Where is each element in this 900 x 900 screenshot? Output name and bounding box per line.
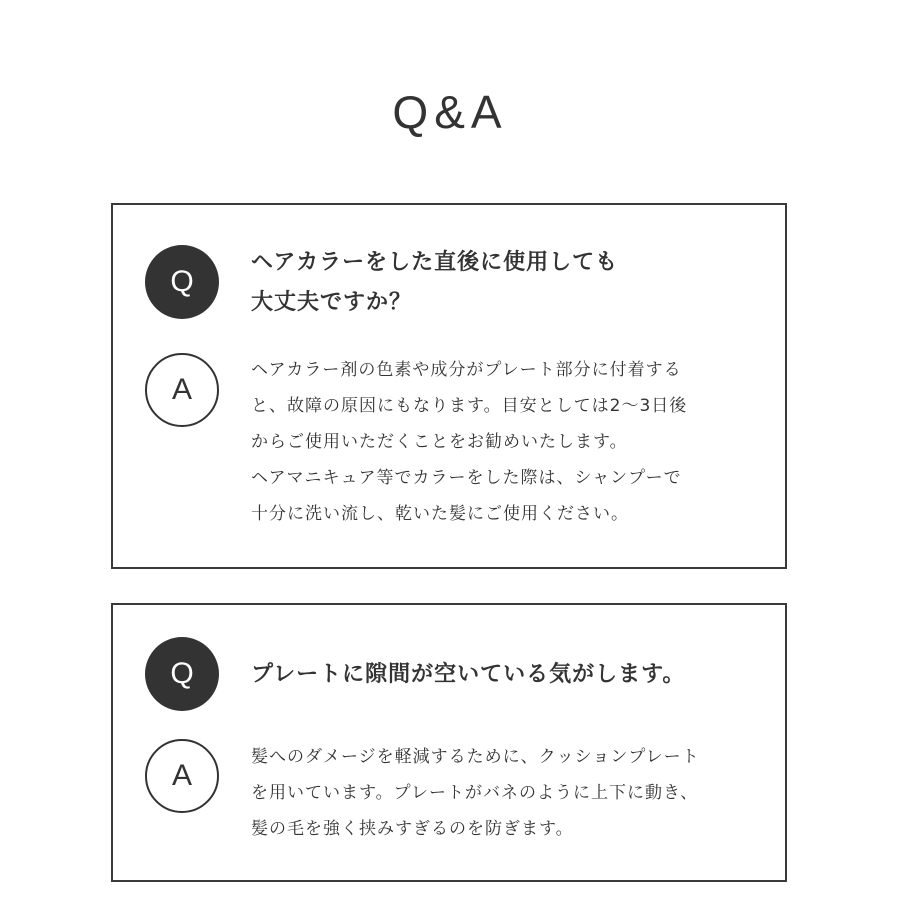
answer-line: からご使用いただくことをお勧めいたします。 [251,432,628,452]
qa-card [111,203,787,569]
answer-line: と、故障の原因にもなります。目安としては2〜3日後 [251,396,688,416]
answer-line: を用いています。プレートがバネのように上下に動き、 [251,783,699,803]
answer-line: 髪の毛を強く挟みすぎるのを防ぎます。 [251,819,574,839]
page-title: Q&A [392,86,508,138]
answer-badge: A [145,353,219,427]
qa-card [111,603,787,882]
answer-text [251,739,761,847]
question-line: 大丈夫ですか？ [251,290,413,315]
question-badge: Q [145,637,219,711]
answer-badge: A [145,739,219,813]
answer-line: 髪へのダメージを軽減するために、クッションプレート [251,747,700,767]
answer-line: ヘアカラー剤の色素や成分がプレート部分に付着する [251,360,682,380]
question-badge: Q [145,245,219,319]
answer-line: 十分に洗い流し、乾いた髪にご使用ください。 [251,504,629,524]
question-text [251,655,751,695]
question-line: ヘアカラーをした直後に使用しても [251,250,619,275]
question-text [251,243,751,323]
answer-text [251,352,761,532]
answer-line: ヘアマニキュア等でカラーをした際は、シャンプーで [251,468,682,488]
question-line: プレートに隙間が空いている気がします。 [251,662,686,687]
